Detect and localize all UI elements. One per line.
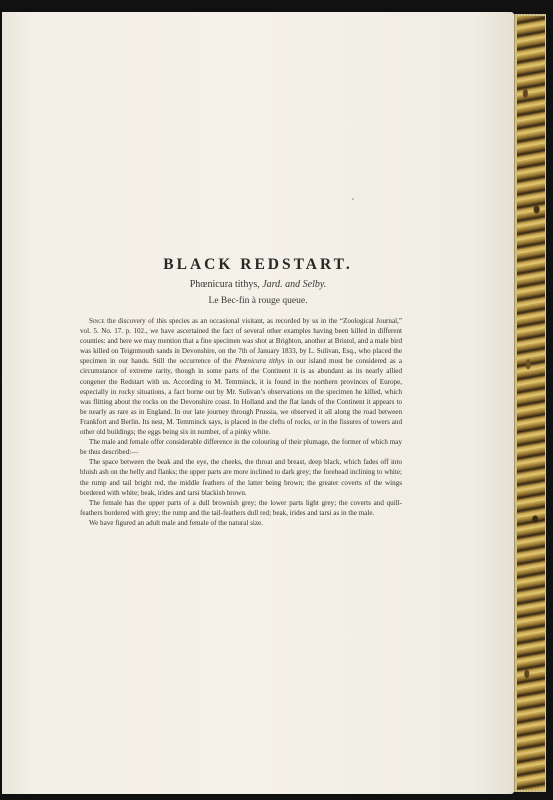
paragraph-1-part-a: the discovery of this species as an occasional visitant, as recorded by us in the “Zoological Journal,” vol. 5. No. 17. p. 102., we have ascertained the fact of several other examples having been killed in different counties: and here we may mention that a fine specimen was shot at Brighton, another at Bristol, and a male bird was killed on Teignmouth sands in Devonshire, on the 7th of January 1833, by L. Sulivan, Esq., who placed the specimen in our hands. Still the occurrence of the (80, 317, 402, 366)
paragraph-1-part-b: in our island must be considered as a circumstance of extreme rarity, though in some parts of the Continent it is as abundant as its nearly allied congener the Redstart with us. According to M. Temminck, it is found in the northern provinces of Europe, especially in rocky situations, a fact borne out by Mr. Sulivan’s observations on the specimen he killed, which was flitting about the rocks on the Devonshire coast. In Holland and the flat lands of the Continent it appears to be nearly as rare as in England. In our late journey through Prussia, we observed it all along the road between Frankfort and Berlin. Its nest, M. Temminck says, is placed in the clefts of rocks, or in the fissures of towers and other old buildings; the eggs being six in number, of a pinky white. (80, 357, 402, 437)
page-title: BLACK REDSTART. (163, 256, 353, 273)
french-name: Le Bec-fin à rouge queue. (208, 296, 308, 306)
marbled-fore-edge (517, 16, 545, 790)
paragraph-2: The male and female offer considerable difference in the colouring of their plumage, the former of which may be thus described:— (80, 438, 402, 457)
paragraph-3: The space between the beak and the eye, the cheeks, the throat and breast, deep black, which fades off into bluish ash on the belly and flanks; the upper parts are more inclined to dark grey; the forehead inclining to white; the rump and tail bright red, the middle feathers of the latter being brown; the greater coverts of the wings bordered with white; beak, irides and tarsi blackish brown. (80, 458, 402, 497)
paragraph-4: The female has the upper parts of a dull brownish grey; the lower parts light grey; the coverts and quill-feathers bordered with grey; the rump and the tail-feathers dull red; beak, irides and tarsi as in the male. (80, 498, 402, 517)
latin-name-line (2, 279, 514, 290)
body-text (80, 316, 402, 528)
paragraph-1-lead: Since (89, 317, 105, 325)
book-page (2, 12, 514, 794)
paragraph-1 (80, 316, 402, 437)
latin-authority: Jard. and Selby. (262, 279, 327, 290)
latin-name: Phœnicura tithys, (189, 279, 260, 290)
page-speck (352, 198, 354, 200)
paragraph-5: We have figured an adult male and female of the natural size. (89, 518, 263, 527)
paragraph-1-italic: Phœnicura tithys (234, 357, 285, 366)
